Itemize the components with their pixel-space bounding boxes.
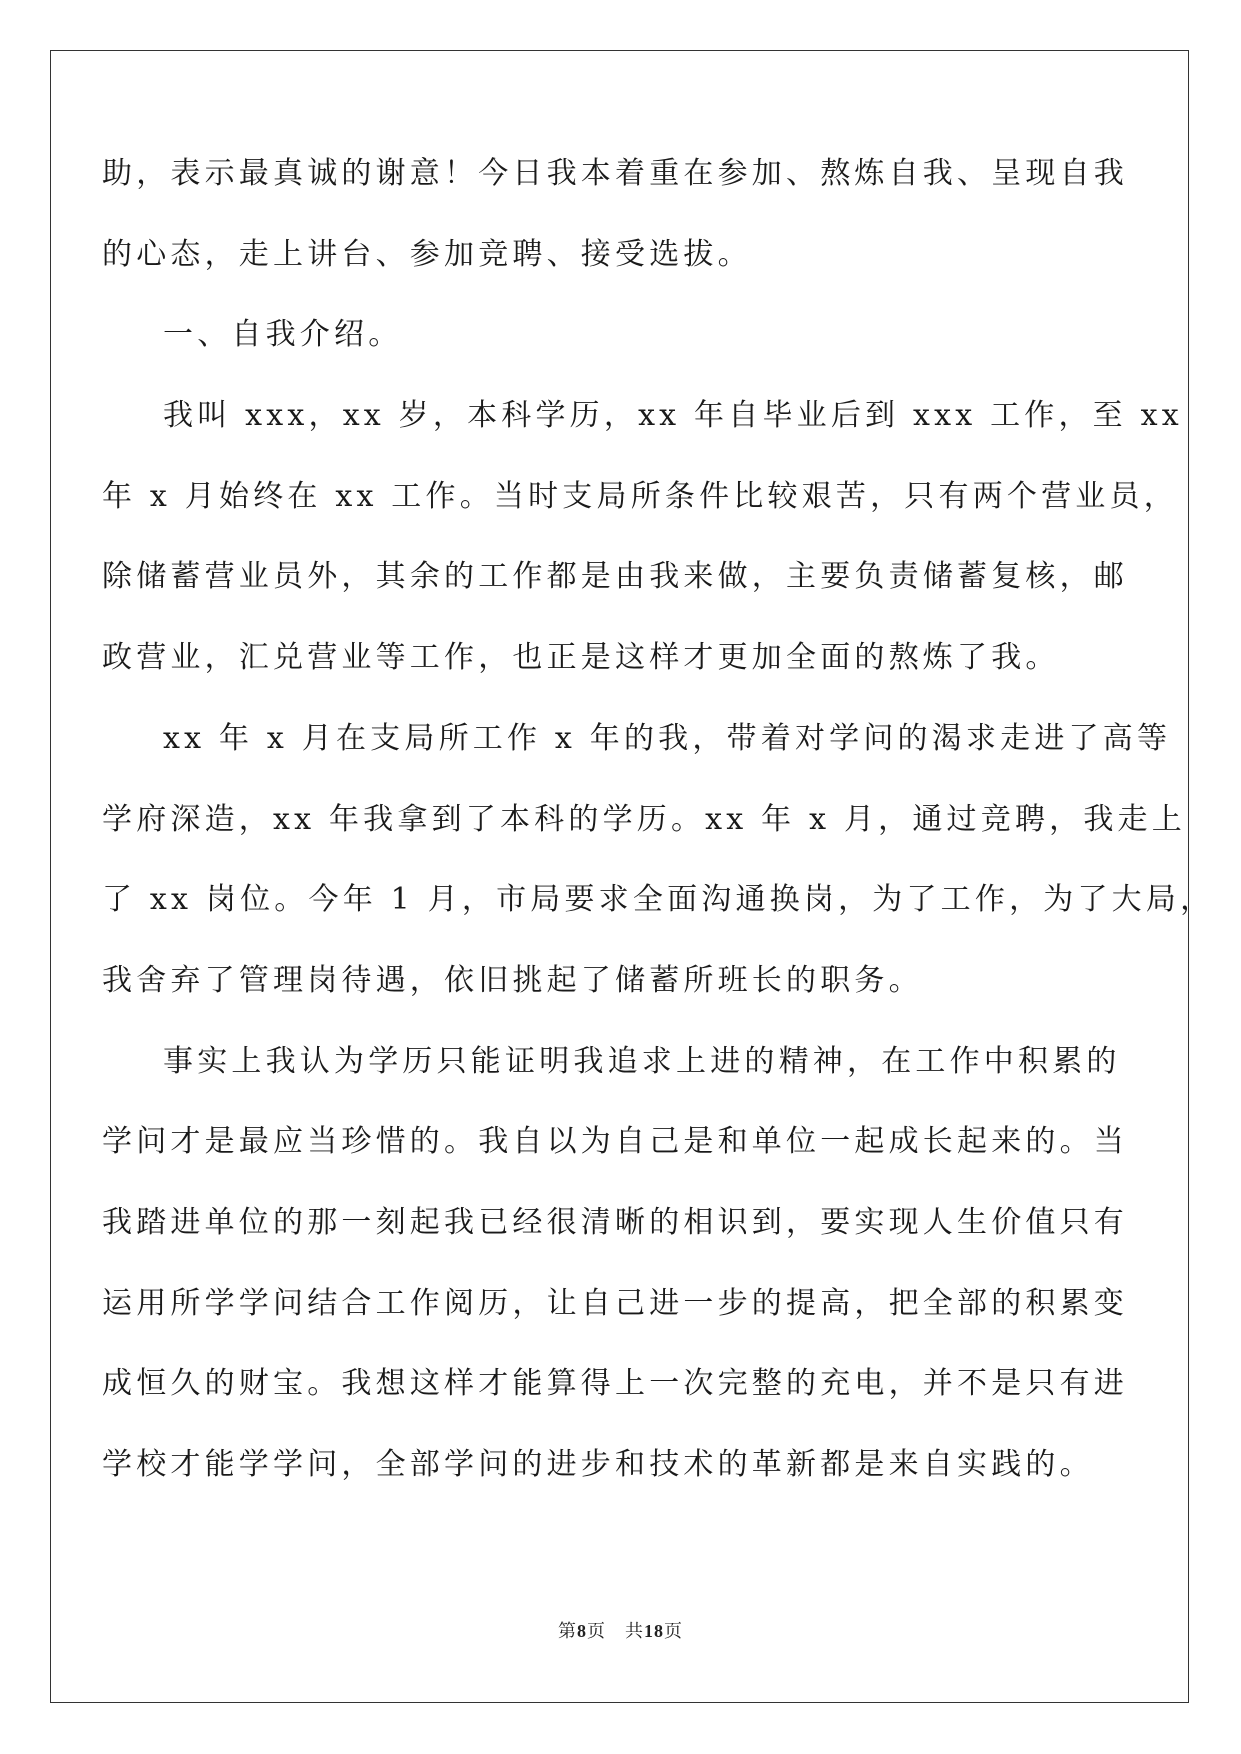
text-line: 我踏进单位的那一刻起我已经很清晰的相识到，要实现人生价值只有 bbox=[102, 1204, 1128, 1240]
text-line: 我叫 xxx，xx 岁，本科学历，xx 年自毕业后到 xxx 工作，至 xx bbox=[163, 398, 1183, 434]
text-line: 的心态，走上讲台、参加竞聘、接受选拔。 bbox=[102, 236, 752, 272]
text-line: 助，表示最真诚的谢意！今日我本着重在参加、熬炼自我、呈现自我 bbox=[102, 156, 1128, 191]
footer-prefix: 第 bbox=[558, 1621, 577, 1642]
text-line: 学校才能学学问，全部学问的进步和技术的革新都是来自实践的。 bbox=[102, 1447, 1094, 1482]
text-line: 除储蓄营业员外，其余的工作都是由我来做，主要负责储蓄复核，邮 bbox=[102, 559, 1128, 595]
footer-middle: 页 共 bbox=[587, 1621, 644, 1642]
text-line: 我舍弃了管理岗待遇，依旧挑起了储蓄所班长的职务。 bbox=[102, 962, 923, 998]
footer-suffix: 页 bbox=[664, 1621, 683, 1642]
current-page-number: 8 bbox=[577, 1621, 587, 1641]
text-line: 年 x 月始终在 xx 工作。当时支局所条件比较艰苦，只有两个营业员， bbox=[102, 478, 1178, 514]
text-line: 政营业，汇兑营业等工作，也正是这样才更加全面的熬炼了我。 bbox=[102, 640, 1060, 676]
text-line: 学问才是最应当珍惜的。我自以为自己是和单位一起成长起来的。当 bbox=[102, 1124, 1128, 1160]
text-line: 运用所学学问结合工作阅历，让自己进一步的提高，把全部的积累变 bbox=[102, 1285, 1128, 1321]
text-line: 事实上我认为学历只能证明我追求上进的精神，在工作中积累的 bbox=[163, 1043, 1121, 1079]
text-line: 了 xx 岗位。今年 1 月，市局要求全面沟通换岗，为了工作，为了大局， bbox=[102, 882, 1215, 918]
document-body bbox=[102, 134, 1215, 1506]
text-line: 成恒久的财宝。我想这样才能算得上一次完整的充电，并不是只有进 bbox=[102, 1366, 1128, 1402]
total-page-count: 18 bbox=[644, 1621, 664, 1641]
page-footer bbox=[0, 1617, 1241, 1643]
section-heading: 一、自我介绍。 bbox=[163, 317, 403, 353]
text-line: 学府深造，xx 年我拿到了本科的学历。xx 年 x 月，通过竞聘，我走上 bbox=[102, 801, 1186, 837]
text-line: xx 年 x 月在支局所工作 x 年的我，带着对学问的渴求走进了高等 bbox=[163, 720, 1172, 756]
